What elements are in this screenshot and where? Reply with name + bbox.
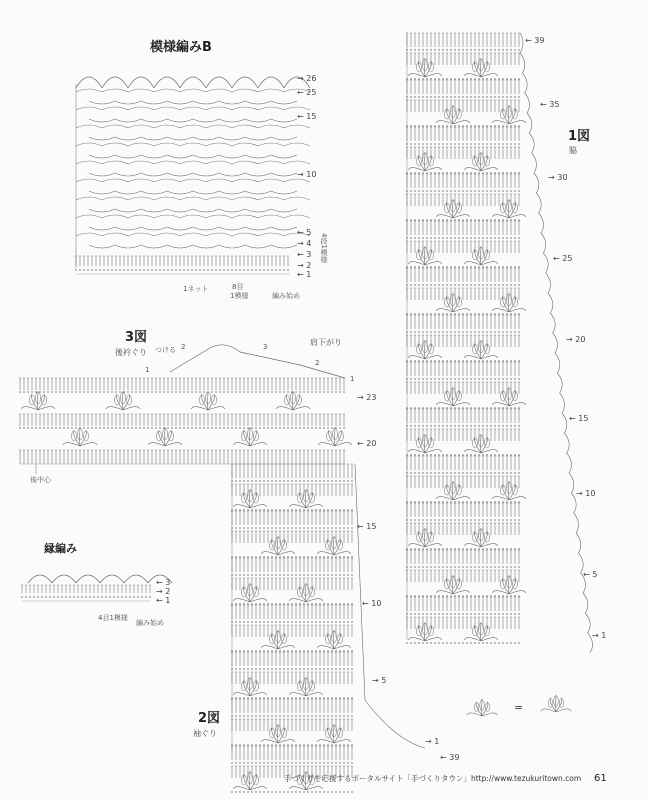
row-label: ← 25: [297, 88, 317, 97]
figure-1-subtitle: 脇: [569, 146, 577, 155]
neck-step-label: 2: [181, 343, 186, 351]
row-label: ← 20: [357, 439, 377, 448]
row-label: ← 5: [583, 570, 598, 579]
page-number: 61: [594, 773, 607, 784]
pattern-b-title: 模様編みB: [150, 40, 212, 55]
repeat-note: 4段1模様: [320, 233, 328, 263]
row-label: ← 35: [540, 100, 560, 109]
shoulder-step-label: 1: [350, 375, 355, 383]
row-label: → 2: [297, 261, 312, 270]
net-label: 1ネット: [183, 285, 209, 293]
row-label: ← 1: [297, 270, 312, 279]
row-label: ← 1: [156, 596, 171, 605]
attach-label: つける: [155, 346, 176, 354]
row-label: ← 39: [440, 753, 460, 762]
row-label: → 4: [297, 239, 312, 248]
row-label: ← 10: [362, 599, 382, 608]
start-label: 編み始め: [136, 619, 164, 627]
neck-step-label: 1: [145, 366, 150, 374]
edging-title: 縁編み: [44, 542, 77, 555]
back-neck-label: 後衿ぐり: [115, 348, 147, 357]
repeat-label: 4目1模様: [98, 614, 128, 622]
row-label: → 10: [576, 489, 596, 498]
shoulder-slope-label: 肩下がり: [310, 338, 342, 347]
shoulder-step-label: 3: [263, 343, 268, 351]
row-label: ← 25: [553, 254, 573, 263]
row-label: → 1: [425, 737, 440, 746]
figure-3-title: 3図: [125, 330, 148, 345]
row-label: ← 3: [156, 578, 171, 587]
row-label: → 1: [592, 631, 607, 640]
figure-2-subtitle: 袖ぐり: [193, 729, 217, 738]
row-label: ← 15: [297, 112, 317, 121]
row-label: ← 15: [569, 414, 589, 423]
stitch-count-label: 8目: [232, 283, 244, 291]
equals-sign: =: [514, 701, 524, 714]
row-label: → 23: [357, 393, 377, 402]
row-label: ← 3: [297, 250, 312, 259]
row-label: → 5: [372, 676, 387, 685]
shoulder-step-label: 2: [315, 359, 320, 367]
back-center-label: 後中心: [30, 476, 51, 484]
figure-1-title: 1図: [568, 129, 591, 144]
repeat-label: 1模様: [230, 292, 249, 300]
row-label: ← 39: [525, 36, 545, 45]
figure-2-title: 2図: [198, 711, 221, 726]
footer-site-text[interactable]: 手づくりを応援するポータルサイト「手づくりタウン」http://www.tezukuritown.com: [284, 774, 582, 783]
row-label: → 26: [297, 74, 317, 83]
start-label: 編み始め: [272, 292, 300, 300]
row-label: → 20: [566, 335, 586, 344]
row-label: ← 15: [357, 522, 377, 531]
row-label: → 10: [297, 170, 317, 179]
row-label: → 30: [548, 173, 568, 182]
row-label: → 2: [156, 587, 171, 596]
row-label: ← 5: [297, 228, 312, 237]
